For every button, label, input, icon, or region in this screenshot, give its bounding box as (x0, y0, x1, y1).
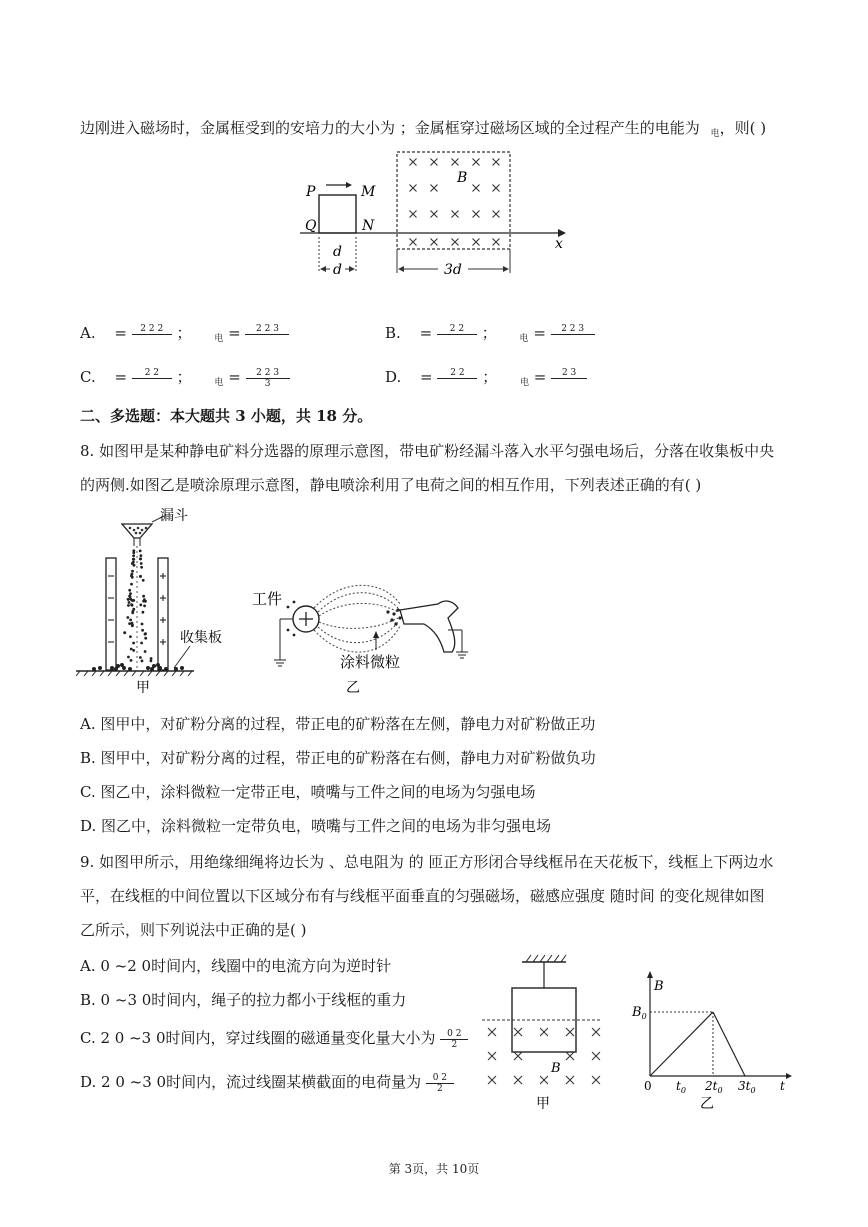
q8-stem-line-1: 8. 如图甲是某种静电矿料分选器的原理示意图，带电矿粉经漏斗落入水平匀强电场后，分落在收集板中央 (80, 442, 775, 460)
label-workpiece: 工件 (252, 590, 283, 608)
ore-particle (132, 649, 135, 652)
q9-option-B[interactable]: B. 0 ~3 0时间内，绳子的拉力都小于线框的重力 (80, 991, 407, 1009)
label-d-upper: d (333, 244, 342, 260)
label-P: P (306, 184, 316, 200)
ore-pile-particle (180, 666, 184, 670)
label-M: M (361, 184, 376, 200)
ore-particle (139, 558, 142, 561)
label-jia: 甲 (536, 1096, 550, 1110)
ore-particle (142, 595, 145, 598)
page-footer: 第 3页，共 10页 (388, 1162, 480, 1176)
ore-particle (139, 575, 142, 578)
ore-particle (140, 642, 143, 645)
field-cross-mark (410, 159, 417, 166)
field-cross-mark (452, 159, 459, 166)
field-cross-mark (514, 1052, 522, 1060)
axis-label-t: t (780, 1079, 785, 1093)
tick-label-3t0: $3t_0$ (738, 1079, 756, 1095)
ore-particle (129, 635, 132, 638)
field-cross-mark (566, 1052, 574, 1060)
ore-particle (150, 657, 153, 660)
label-jia: 甲 (136, 680, 150, 694)
ore-particle (130, 574, 133, 577)
ore-particle (140, 566, 143, 569)
tick-label-B0: $B_0$ (632, 1005, 647, 1021)
ore-particle (140, 554, 143, 557)
field-cross-mark (488, 1076, 496, 1084)
field-cross-mark (514, 1028, 522, 1036)
q9-option-D[interactable]: D. 2 0 ~3 0时间内，流过线圈某横截面的电荷量为 $\frac{0 2}{2}$ (80, 1071, 454, 1094)
field-cross-mark (493, 159, 500, 166)
ore-particle (131, 570, 134, 573)
q8-option-A[interactable]: A. 图甲中，对矿粉分离的过程，带正电的矿粉落在左侧，静电力对矿粉做正功 (80, 715, 596, 733)
q9-stem-line-3: 乙所示，则下列说法中正确的是( ) (80, 921, 307, 939)
label-3d: 3d (444, 262, 462, 278)
field-cross-mark (473, 239, 480, 246)
field-cross-mark (592, 1052, 600, 1060)
field-cross-mark (540, 1028, 548, 1036)
q8-stem-line-2: 的两侧.如图乙是喷涂原理示意图，静电喷涂利用了电荷之间的相互作用，下列表述正确的有( ) (80, 476, 702, 494)
ore-particle (141, 660, 144, 663)
field-cross-mark (566, 1028, 574, 1036)
ore-particle (123, 631, 126, 634)
label-d-lower: d (333, 262, 342, 278)
ore-particle (128, 589, 131, 592)
field-cross-mark (493, 239, 500, 246)
field-cross-mark (473, 159, 480, 166)
ore-particle (128, 622, 131, 625)
ore-particle (131, 622, 134, 625)
ore-particle (143, 598, 146, 601)
tick-label-t0: $t_0$ (676, 1079, 686, 1095)
ore-particle (133, 564, 136, 567)
ore-particle (129, 619, 132, 622)
ore-particle (130, 648, 133, 651)
label-N: N (362, 218, 375, 234)
q7-option-D[interactable]: D. = 2 2 ； $_电$ = 2 3 (385, 366, 587, 389)
ore-particle (142, 611, 145, 614)
q8-option-D[interactable]: D. 图乙中，涂料微粒一定带负电，喷嘴与工件之间的电场为非匀强电场 (80, 817, 552, 835)
ore-particle (144, 633, 147, 636)
q9-figure-jia-hanging-frame (478, 952, 608, 1110)
label-paint-particles: 涂料微粒 (340, 653, 401, 671)
label-yi: 乙 (700, 1096, 714, 1110)
ore-particle (139, 604, 142, 607)
ore-particle (140, 562, 143, 565)
ore-particle (144, 650, 147, 653)
tick-label-2t0: $2t_0$ (705, 1079, 723, 1095)
ore-particle (139, 656, 142, 659)
ore-pile-particle (156, 663, 160, 667)
field-cross-mark (431, 185, 438, 192)
field-cross-mark (514, 1076, 522, 1084)
ore-particle (128, 601, 131, 604)
field-cross-mark (473, 211, 480, 218)
ore-pile-particle (146, 666, 150, 670)
q7-stem-line: 边刚进入磁场时，金属框受到的安培力的大小为 ；金属框穿过磁场区域的全过程产生的电能为 $_电$，则( ) (80, 119, 767, 139)
ore-pile-particle (98, 666, 102, 670)
label-Q: Q (305, 218, 317, 234)
ore-particle (130, 583, 133, 586)
field-cross-mark (592, 1028, 600, 1036)
ore-particle (127, 656, 130, 659)
ore-particle (143, 605, 146, 608)
axis-label-B: B (654, 979, 664, 994)
ore-particle (132, 642, 135, 645)
field-cross-mark (488, 1052, 496, 1060)
field-cross-mark (452, 211, 459, 218)
q8-figure-yi-spray (248, 572, 474, 696)
ore-pile-particle (110, 666, 114, 670)
ore-particle (130, 603, 133, 606)
ore-particle (141, 629, 144, 632)
section-heading-multiple-choice: 二、多选题：本大题共 3 小题，共 18 分。 (80, 407, 373, 425)
field-cross-mark (566, 1076, 574, 1084)
ore-particle (141, 623, 144, 626)
ore-particle (132, 554, 135, 557)
ore-particle (132, 608, 135, 611)
label-B: B (457, 170, 468, 186)
field-cross-mark (493, 185, 500, 192)
ore-particle (132, 561, 135, 564)
q7-option-C[interactable]: C. = 2 2 ； $_电$ = $\frac{2 2 3}{3}$ (80, 366, 290, 389)
field-cross-mark (431, 239, 438, 246)
field-cross-mark (410, 239, 417, 246)
label-B-field: B (551, 1061, 561, 1076)
ore-particle (129, 598, 132, 601)
ore-particle (142, 579, 145, 582)
q9-option-C[interactable]: C. 2 0 ~3 0时间内，穿过线圈的磁通量变化量大小为 $\frac{0 2}{2}$ (80, 1027, 468, 1050)
ore-particle (132, 558, 135, 561)
label-yi: 乙 (346, 680, 360, 696)
ore-particle (144, 637, 147, 640)
q7-magnetic-field-figure (296, 148, 572, 282)
ore-particle (139, 550, 142, 553)
ore-particle (131, 624, 134, 627)
label-collector-plate: 收集板 (180, 630, 222, 646)
q9-stem-line-2: 平，在线框的中间位置以下区域分布有与线框平面垂直的匀强磁场，磁感应强度 随时间 的变化规律如图 (80, 887, 765, 905)
ore-pile-particle (120, 663, 124, 667)
q8-option-B[interactable]: B. 图甲中，对矿粉分离的过程，带正电的矿粉落在右侧，静电力对矿粉做负功 (80, 749, 596, 767)
field-cross-mark (431, 211, 438, 218)
ore-particle (127, 604, 130, 607)
field-cross-mark (540, 1076, 548, 1084)
field-cross-mark (592, 1076, 600, 1084)
field-cross-mark (431, 159, 438, 166)
q9-figure-yi-b-t-graph (628, 968, 794, 1110)
graph-rising-segment (650, 1012, 713, 1076)
q8-option-C[interactable]: C. 图乙中，涂料微粒一定带正电，喷嘴与工件之间的电场为匀强电场 (80, 783, 536, 801)
q8-figure-jia-separator (76, 508, 246, 694)
ore-particle (129, 595, 132, 598)
field-cross-mark (410, 211, 417, 218)
ore-particle (132, 549, 135, 552)
q7-option-A[interactable]: A. = 2 2 2 ； $_电$ = 2 2 3 (80, 322, 289, 345)
graph-falling-segment (713, 1012, 745, 1076)
field-cross-mark (488, 1028, 496, 1036)
ore-particle (150, 660, 153, 663)
ore-particle (127, 598, 130, 601)
ore-particle (129, 592, 132, 595)
label-funnel: 漏斗 (160, 508, 188, 524)
field-cross-mark (473, 185, 480, 192)
field-cross-mark (410, 185, 417, 192)
q9-option-A[interactable]: A. 0 ~2 0时间内，线圈中的电流方向为逆时针 (80, 957, 392, 975)
label-x-axis: x (555, 236, 563, 252)
field-cross-mark (493, 211, 500, 218)
ore-particle (126, 616, 129, 619)
field-cross-mark (452, 239, 459, 246)
ore-particle (130, 659, 133, 662)
q7-option-B[interactable]: B. = 2 2 ； $_电$ = 2 2 3 (385, 322, 595, 345)
tick-label-origin: 0 (644, 1079, 652, 1093)
q9-stem-line-1: 9. 如图甲所示，用绝缘细绳将边长为 、总电阻为 的 匝正方形闭合导线框吊在天花板下，线框上下两边水 (80, 853, 774, 871)
